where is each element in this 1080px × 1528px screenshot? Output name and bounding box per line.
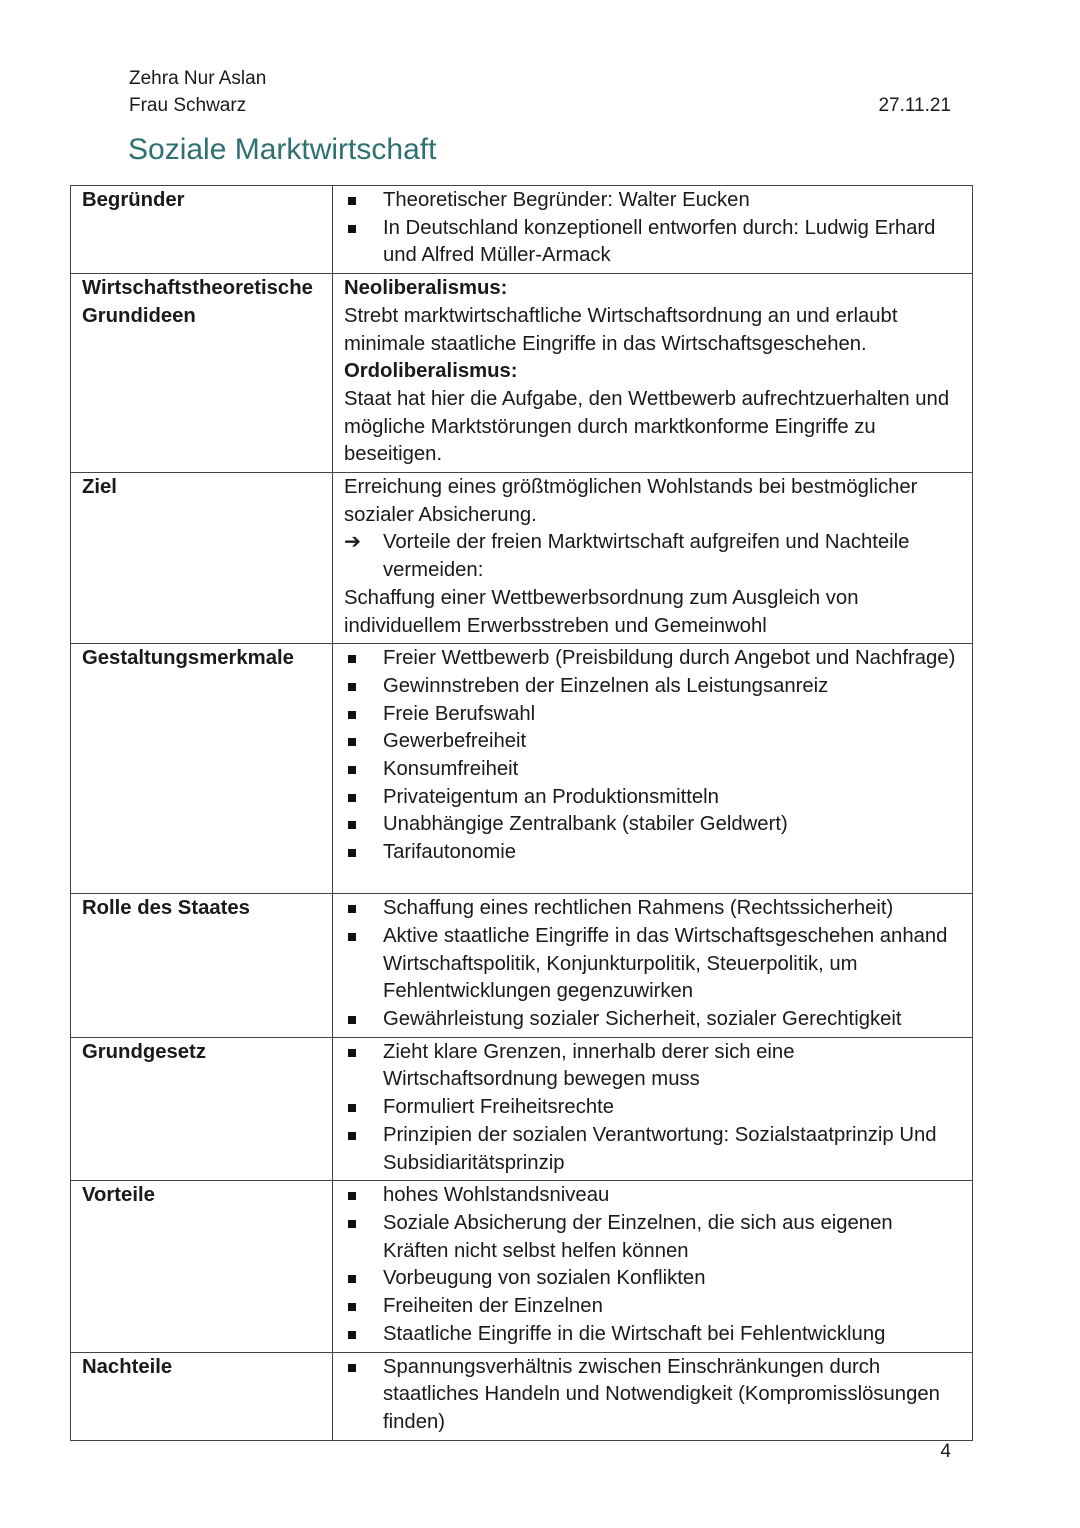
row-label: Gestaltungsmerkmale bbox=[71, 644, 333, 894]
list-item: Soziale Absicherung der Einzelnen, die sich aus eigenen Kräften nicht selbst helfen können bbox=[344, 1210, 962, 1265]
list-item: Freiheiten der Einzelnen bbox=[344, 1293, 962, 1321]
summary-table bbox=[70, 185, 973, 1441]
row-content bbox=[333, 1181, 973, 1352]
paragraph: Strebt marktwirtschaftliche Wirtschaftsordnung an und erlaubt minimale staatliche Eingriffe in das Wirtschaftsgeschehen. bbox=[344, 304, 898, 355]
subheading: Neoliberalismus: bbox=[344, 277, 508, 300]
row-content bbox=[333, 1352, 973, 1440]
row-label: Rolle des Staates bbox=[71, 894, 333, 1038]
list-item: Aktive staatliche Eingriffe in das Wirtschaftsgeschehen anhand Wirtschaftspolitik, Konjunkturpolitik, Steuerpolitik, um Fehlentwicklungen gegenzuwirken bbox=[344, 923, 962, 1006]
list-item: Gewerbefreiheit bbox=[344, 728, 962, 756]
list-item: Spannungsverhältnis zwischen Einschränkungen durch staatliches Handeln und Notwendigkeit (Kompromisslösungen finden) bbox=[344, 1354, 962, 1437]
list-item: Vorbeugung von sozialen Konflikten bbox=[344, 1265, 962, 1293]
list-item: hohes Wohlstandsniveau bbox=[344, 1182, 962, 1210]
list-item: Formuliert Freiheitsrechte bbox=[344, 1094, 962, 1122]
list-item: Schaffung eines rechtlichen Rahmens (Rechtssicherheit) bbox=[344, 895, 962, 923]
list-item: Theoretischer Begründer: Walter Eucken bbox=[344, 187, 962, 215]
arrow-item bbox=[344, 529, 962, 584]
row-content bbox=[333, 274, 973, 473]
row-label: Ziel bbox=[71, 473, 333, 644]
row-content bbox=[333, 473, 973, 644]
list-item: Konsumfreiheit bbox=[344, 756, 962, 784]
table-row bbox=[71, 894, 973, 1038]
list-item: Tarifautonomie bbox=[344, 839, 962, 867]
row-label bbox=[71, 274, 333, 473]
document-date: 27.11.21 bbox=[878, 95, 951, 116]
table-row bbox=[71, 186, 973, 274]
row-label: Nachteile bbox=[71, 1352, 333, 1440]
arrow-icon: ➔ bbox=[344, 531, 361, 554]
table-row bbox=[71, 1037, 973, 1181]
row-label-line: Grundideen bbox=[82, 304, 196, 327]
list-item: In Deutschland konzeptionell entworfen durch: Ludwig Erhard und Alfred Müller-Armack bbox=[344, 215, 962, 270]
arrow-item-text: Vorteile der freien Marktwirtschaft aufgreifen und Nachteile vermeiden: bbox=[383, 531, 910, 582]
row-content bbox=[333, 894, 973, 1038]
list-item: Gewährleistung sozialer Sicherheit, sozialer Gerechtigkeit bbox=[344, 1006, 962, 1034]
paragraph: Schaffung einer Wettbewerbsordnung zum Ausgleich von individuellem Erwerbsstreben und Gemeinwohl bbox=[344, 586, 859, 637]
list-item: Gewinnstreben der Einzelnen als Leistungsanreiz bbox=[344, 673, 962, 701]
page-number: 4 bbox=[940, 1441, 951, 1462]
row-content bbox=[333, 1037, 973, 1181]
row-content bbox=[333, 644, 973, 894]
list-item: Privateigentum an Produktionsmitteln bbox=[344, 784, 962, 812]
page-title: Soziale Marktwirtschaft bbox=[128, 133, 437, 166]
paragraph: Erreichung eines größtmöglichen Wohlstands bei bestmöglicher sozialer Absicherung. bbox=[344, 476, 918, 526]
row-label-line: Wirtschaftstheoretische bbox=[82, 277, 313, 300]
table-row bbox=[71, 644, 973, 894]
teacher-name: Frau Schwarz bbox=[129, 95, 247, 116]
paragraph: Staat hat hier die Aufgabe, den Wettbewerb aufrechtzuerhalten und mögliche Marktstörungen durch marktkonforme Eingriffe zu beseitigen. bbox=[344, 387, 950, 466]
table-row bbox=[71, 274, 973, 473]
row-label: Grundgesetz bbox=[71, 1037, 333, 1181]
author-name: Zehra Nur Aslan bbox=[129, 68, 267, 89]
list-item: Freie Berufswahl bbox=[344, 701, 962, 729]
list-item: Staatliche Eingriffe in die Wirtschaft bei Fehlentwicklung bbox=[344, 1321, 962, 1349]
list-item: Zieht klare Grenzen, innerhalb derer sich eine Wirtschaftsordnung bewegen muss bbox=[344, 1039, 962, 1094]
list-item: Prinzipien der sozialen Verantwortung: Sozialstaatprinzip Und Subsidiaritätsprinzip bbox=[344, 1122, 962, 1177]
subheading: Ordoliberalismus: bbox=[344, 360, 518, 383]
table-row bbox=[71, 473, 973, 644]
table-row bbox=[71, 1352, 973, 1440]
table-row bbox=[71, 1181, 973, 1352]
row-content bbox=[333, 186, 973, 274]
list-item: Freier Wettbewerb (Preisbildung durch Angebot und Nachfrage) bbox=[344, 645, 962, 673]
row-label: Vorteile bbox=[71, 1181, 333, 1352]
row-label: Begründer bbox=[71, 186, 333, 274]
list-item: Unabhängige Zentralbank (stabiler Geldwert) bbox=[344, 811, 962, 839]
